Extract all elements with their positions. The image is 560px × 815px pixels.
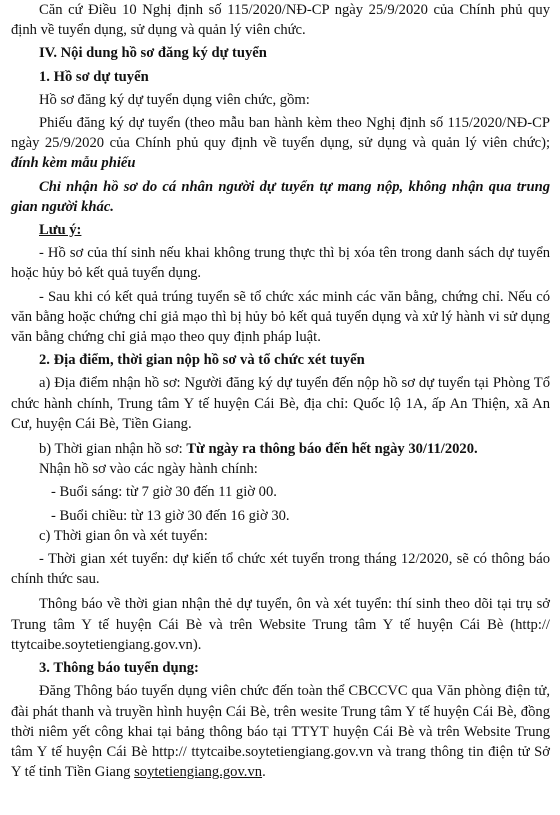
section-2-heading: 2. Địa điểm, thời gian nộp hồ sơ và tổ chức xét tuyển	[39, 352, 365, 369]
note-dishonest-dossier: - Hồ sơ của thí sinh nếu khai không trung thực thì bị xóa tên trong danh sách dự tuyển hoặc hủy bỏ kết quả tuyển dụng.	[11, 245, 550, 282]
submission-time-paragraph	[11, 439, 550, 459]
publication-text: Đăng Thông báo tuyển dụng viên chức đến toàn thể CBCCVC qua Văn phòng điện tử, đài phát thanh và truyền hình huyện Cái Bè, trên wesite Trung tâm Y tế huyện Cái Bè, đồng thời niêm yết công khai tại bảng thông báo tại TTYT huyện Cái Bè và trên Website Trung tâm Y tế huyện Cái Bè http:// ttytcaibe.soytetiengiang.gov.vn và trang thông tin điện tử Sở Y tế tỉnh Tiền Giang	[11, 683, 550, 781]
department-website-link[interactable]: soytetiengiang.gov.vn	[134, 764, 263, 781]
registration-form-paragraph	[11, 113, 550, 174]
afternoon-hours: - Buổi chiều: từ 13 giờ 30 đến 16 giờ 30.	[51, 507, 290, 524]
dossier-intro: Hồ sơ đăng ký dự tuyển dụng viên chức, gồm:	[39, 91, 310, 108]
note-label-line	[11, 220, 550, 240]
submission-deadline: Từ ngày ra thông báo đến hết ngày 30/11/2020.	[186, 441, 478, 458]
submission-location: a) Địa điểm nhận hồ sơ: Người đăng ký dự tuyển đến nộp hồ sơ dự tuyển tại Phòng Tổ chức hành chính, Trung tâm Y tế huyện Cái Bè, địa chỉ: Quốc lộ 1A, ấp An Thiện, xã An Cư, huyện Cái Bè, Tiền Giang.	[11, 375, 550, 432]
review-time-detail: - Thời gian xét tuyển: dự kiến tổ chức xét tuyển trong tháng 12/2020, sẽ có thông báo chính thức sau.	[11, 551, 550, 588]
morning-hours: - Buổi sáng: từ 7 giờ 30 đến 11 giờ 00.	[51, 484, 277, 501]
note-label: Lưu ý:	[39, 222, 82, 239]
note-certificate-verification: - Sau khi có kết quả trúng tuyển sẽ tổ chức xác minh các văn bằng, chứng chỉ. Nếu có văn bằng hoặc chứng chỉ giả mạo thì bị hủy bỏ kết quả tuyển dụng và xử lý hành vi sử dụng văn bằng chứng chỉ giả mạo theo quy định pháp luật.	[11, 288, 550, 346]
publication-paragraph	[11, 681, 550, 782]
working-days-note: Nhận hồ sơ vào các ngày hành chính:	[39, 461, 258, 478]
section-1-heading: 1. Hồ sơ dự tuyển	[39, 68, 149, 85]
legal-basis-paragraph: Căn cứ Điều 10 Nghị định số 115/2020/NĐ-CP ngày 25/9/2020 của Chính phủ quy định về tuyển dụng, sử dụng và quản lý viên chức.	[11, 2, 550, 39]
publication-end: .	[262, 764, 266, 781]
section-3-heading: 3. Thông báo tuyển dụng:	[39, 660, 199, 677]
announcement-follow-up: Thông báo về thời gian nhận thẻ dự tuyển, ôn và xét tuyển: thí sinh theo dõi tại trụ sở Trung tâm Y tế huyện Cái Bè và trên Website Trung tâm Y tế huyện Cái Bè (http:// ttytcaibe.soytetiengiang.gov.vn).	[11, 596, 550, 653]
registration-form-text: Phiếu đăng ký dự tuyển (theo mẫu ban hành kèm theo Nghị định số 115/2020/NĐ-CP ngày 25/9/2020 của Chính phủ quy định về tuyển dụng, sử dụng và quản lý viên chức);	[11, 115, 550, 152]
attach-form-note: đính kèm mẫu phiếu	[11, 155, 136, 172]
submission-time-label: b) Thời gian nhận hồ sơ:	[39, 441, 187, 458]
review-time-heading: c) Thời gian ôn và xét tuyển:	[39, 527, 208, 544]
section-iv-heading: IV. Nội dung hồ sơ đăng ký dự tuyển	[39, 45, 267, 62]
in-person-only-note: Chỉ nhận hồ sơ do cá nhân người dự tuyển tự mang nộp, không nhận qua trung gian người khác.	[11, 178, 550, 215]
